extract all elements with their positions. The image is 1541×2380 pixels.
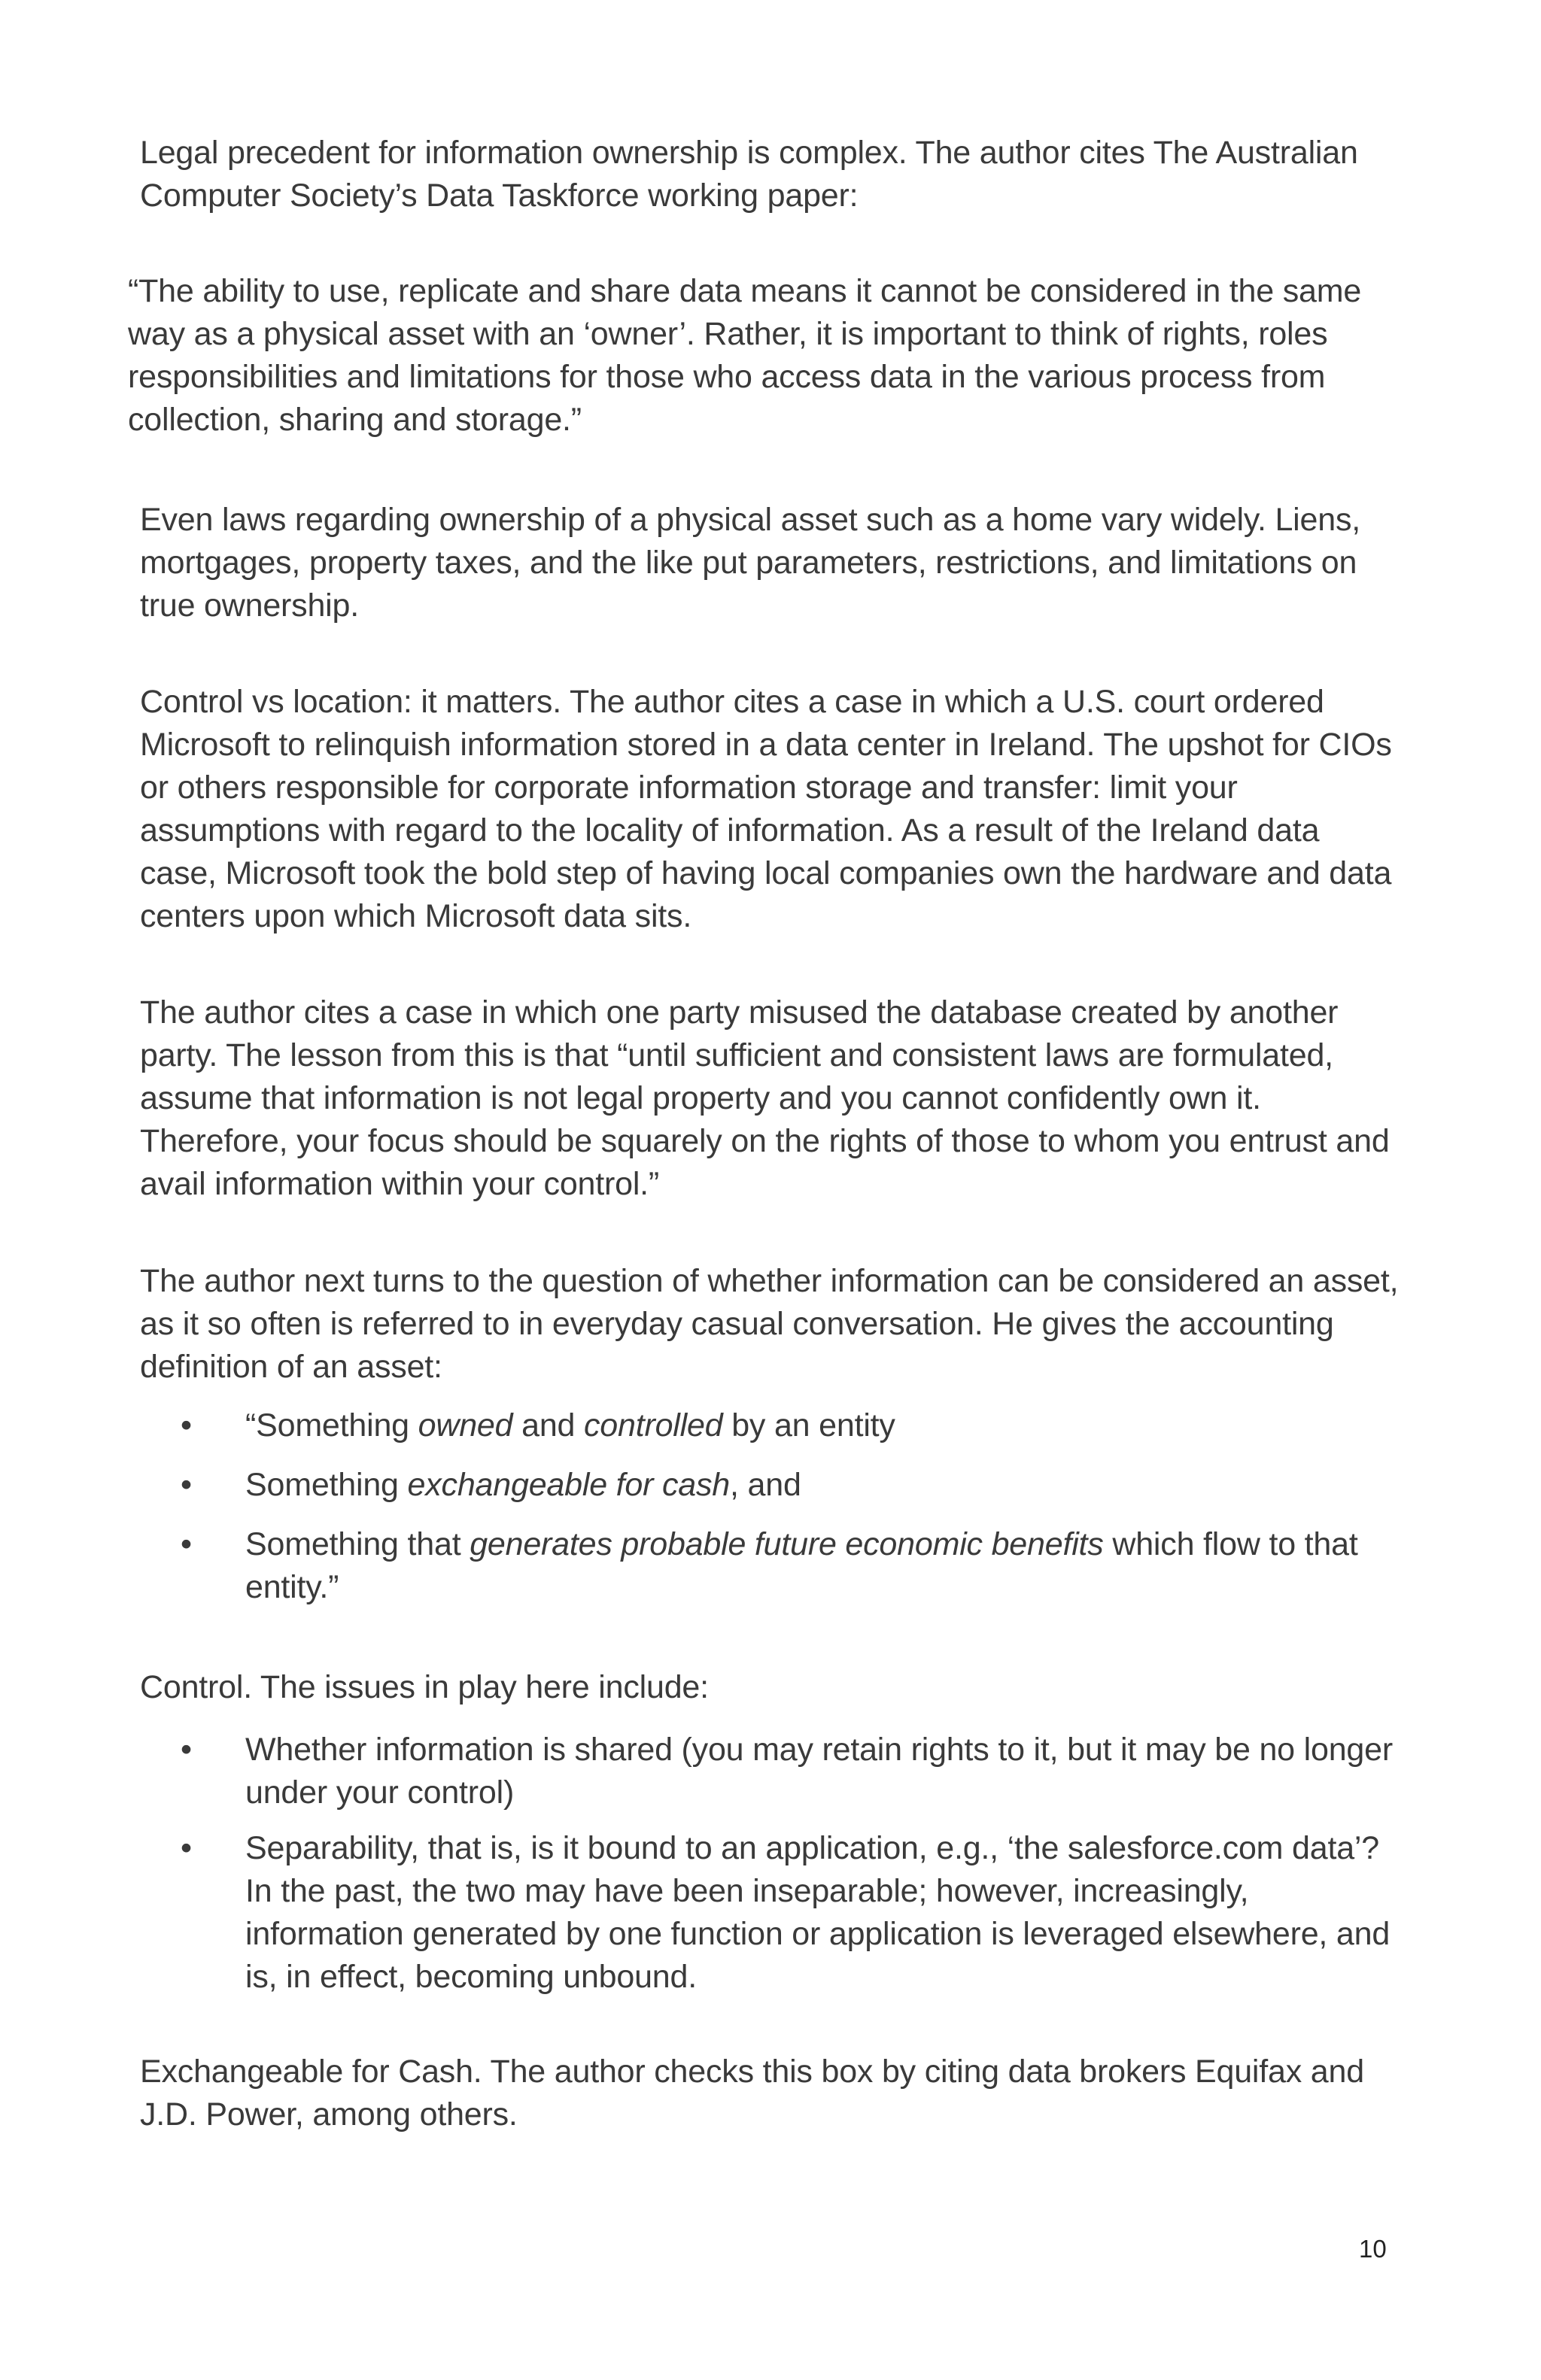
bullet-text-before: “Something — [245, 1407, 418, 1443]
bullet-icon: • — [181, 1407, 192, 1443]
list-item — [140, 1464, 1404, 1507]
paragraph-legal-precedent: Legal precedent for information ownership is complex. The author cites The Australian Computer Society’s Data Taskforce working paper: — [140, 135, 1358, 214]
bullet-icon: • — [181, 1467, 192, 1503]
bullet-text: Whether information is shared (you may retain rights to it, but it may be no longer under your control) — [245, 1732, 1393, 1811]
bullet-text-before: Something — [245, 1467, 408, 1503]
emphasis-exchangeable-for-cash: exchangeable for cash — [407, 1467, 731, 1503]
paragraph-control-vs-location: Control vs location: it matters. The author cites a case in which a U.S. court ordered Microsoft to relinquish information stored in a data center in Ireland. The upshot for CIOs or others responsible for corporate information storage and transfer: limit your assumptions with regard to the locality of information. As a result of the Ireland data case, Microsoft took the bold step of having local companies own the hardware and data centers upon which Microsoft data sits. — [140, 684, 1392, 934]
list-item — [140, 1523, 1404, 1609]
bullet-text-after: by an entity — [722, 1407, 895, 1443]
bullet-icon: • — [181, 1526, 192, 1562]
paragraph-physical-asset: Even laws regarding ownership of a physical asset such as a home vary widely. Liens, mortgages, property taxes, and the like put parameters, restrictions, and limitations on true ownership. — [140, 502, 1361, 624]
bullet-text-after: , and — [730, 1467, 801, 1503]
list-item — [140, 1729, 1404, 1814]
paragraph-asset-question: The author next turns to the question of whether information can be considered an asset, as it so often is referred to in everyday casual conversation. He gives the accounting definition of an asset: — [140, 1263, 1399, 1385]
bullet-text-before: Something that — [245, 1526, 470, 1562]
page-number: 10 — [1359, 2235, 1387, 2263]
list-item — [140, 1404, 1404, 1447]
list-item — [140, 1827, 1404, 1999]
asset-definition-list — [140, 1404, 1404, 1609]
paragraph-misused-database: The author cites a case in which one party misused the database created by another party. The lesson from this is that “until sufficient and consistent laws are formulated, assume that information is not legal property and you cannot confidently own it. Therefore, your focus should be squarely on the rights of those to whom you entrust and avail information within your control.” — [140, 994, 1390, 1202]
bullet-text-after: which flow to that entity.” — [245, 1526, 1358, 1605]
bullet-text: Separability, that is, is it bound to an application, e.g., ‘the salesforce.com data’? In the past, the two may have been inseparable; however, increasingly, information generated by one function or application is leveraged elsewhere, and is, in effect, becoming unbound. — [245, 1830, 1391, 1995]
quote-data-taskforce: “The ability to use, replicate and share data means it cannot be considered in the same way as a physical asset with an ‘owner’. Rather, it is important to think of rights, roles responsibilities and limitations for those who access data in the various process from collection, sharing and storage.” — [128, 273, 1362, 438]
emphasis-owned: owned — [418, 1407, 513, 1443]
bullet-icon: • — [181, 1732, 192, 1768]
control-issues-list — [140, 1729, 1404, 1999]
emphasis-generates-benefits: generates probable future economic benefits — [470, 1526, 1104, 1562]
paragraph-control: Control. The issues in play here include: — [140, 1669, 709, 1705]
emphasis-controlled: controlled — [584, 1407, 723, 1443]
paragraph-exchangeable-for-cash: Exchangeable for Cash. The author checks this box by citing data brokers Equifax and J.D. Power, among others. — [140, 2054, 1364, 2133]
bullet-icon: • — [181, 1830, 192, 1866]
bullet-text-middle: and — [512, 1407, 584, 1443]
